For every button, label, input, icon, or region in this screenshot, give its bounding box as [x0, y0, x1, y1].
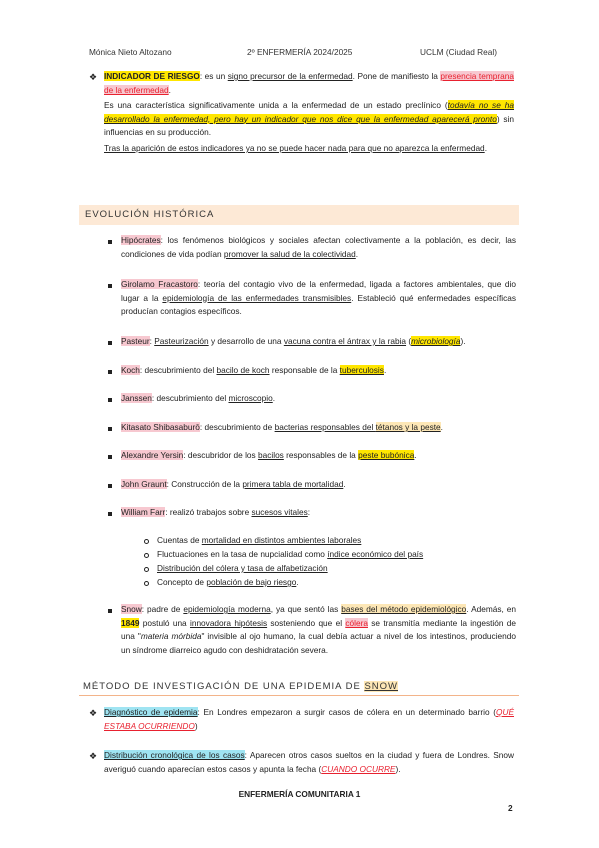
name: Kitasato Shibasaburō: [121, 422, 200, 432]
item-yersin: [121, 449, 516, 463]
farr-sub-item: [157, 534, 517, 548]
circle-bullet-icon: [144, 567, 149, 572]
text: :: [149, 336, 155, 346]
header-course: 2º ENFERMERÍA 2024/2025: [247, 47, 353, 57]
text: SNOW: [364, 681, 398, 692]
square-bullet-icon: [108, 341, 112, 345]
farr-sub-item: [157, 562, 517, 576]
intro-paragraph-2: [104, 99, 514, 140]
text: Diagnóstico de epidemia: [104, 707, 198, 717]
square-bullet-icon: [108, 240, 112, 244]
intro-paragraph-1: [104, 70, 514, 97]
text: cólera: [345, 617, 368, 628]
text: (: [406, 336, 412, 346]
term-indicador-riesgo: INDICADOR DE RIESGO: [104, 71, 200, 81]
text: promover la salud de la colectividad: [223, 248, 356, 259]
presencia-text: presencia temprana de la enfermedad: [104, 71, 514, 95]
name: Hipócrates: [121, 235, 161, 245]
text: Pasteurización: [154, 336, 209, 346]
metodo-diagnostico: [104, 706, 514, 733]
text: : es un: [199, 71, 228, 81]
text: se transmitía mediante la ingestión de una ": [121, 617, 516, 641]
text: : padre de: [141, 604, 184, 614]
text: ) sin influencias en su producción.: [104, 113, 514, 137]
item-pasteur: [121, 335, 516, 349]
text: primera tabla de mortalidad: [242, 479, 344, 489]
text: y desarrollo de una: [208, 336, 284, 346]
text: población de bajo riesgo: [206, 577, 297, 587]
intro-italic-note: todavía no se ha desarrollado la enfermedad, pero hay un indicador que nos dice que la enfermedad aparecerá pronto: [104, 100, 514, 124]
name: Koch: [121, 365, 140, 375]
text: bacilos: [258, 450, 284, 460]
item-fracastoro: [121, 278, 516, 319]
text: Distribución del cólera y tasa de alfabetización: [157, 563, 328, 573]
diamond-bullet-icon: ❖: [89, 708, 98, 718]
metodo-distribucion: [104, 749, 514, 776]
text: : descubrimiento de: [199, 422, 275, 432]
text: materia mórbida: [140, 631, 202, 641]
text: responsables de la: [283, 450, 359, 460]
square-bullet-icon: [108, 427, 112, 431]
item-graunt: [121, 478, 516, 492]
text: : descubrimiento del: [151, 393, 229, 403]
text: ).: [460, 336, 466, 346]
text: QUÉ ESTABA OCURRIENDO: [104, 707, 514, 731]
text: mortalidad en distintos ambientes laborales: [201, 535, 362, 545]
item-snow: [121, 603, 516, 657]
text: Concepto de: [157, 577, 207, 587]
text: bacilo de koch: [216, 365, 270, 375]
text: bacterias responsables del: [274, 422, 376, 432]
header-author: Mónica Nieto Altozano: [89, 47, 172, 57]
name: Snow: [121, 604, 142, 614]
text: . Pone de manifiesto la: [352, 71, 441, 81]
text: : Aparecen otros casos sueltos en la ciudad y fuera de Londres. Snow averiguó cuando aparecían estos casos y apunta la fecha (: [104, 750, 514, 774]
farr-sub-item: [157, 576, 517, 590]
text: .: [383, 365, 387, 375]
text: Cuentas de: [157, 535, 202, 545]
text: MÉTODO DE INVESTIGACIÓN DE UNA EPIDEMIA DE: [83, 681, 365, 692]
text: sosteniendo que el: [267, 617, 346, 628]
square-bullet-icon: [108, 609, 112, 613]
text: : descubrimiento del: [139, 365, 217, 375]
text: : los fenómenos biológicos y sociales afectan colectivamente a la población, es decir, las condiciones de vida podían: [121, 235, 516, 259]
text: . Estableció qué enfermedades específicas producían contagios específicos.: [121, 292, 517, 316]
text: innovadora hipótesis: [189, 617, 268, 628]
text: bases del método epidemiológico: [341, 604, 467, 614]
name: Girolamo Fracastoro: [121, 279, 198, 289]
text: : realizó trabajos sobre: [165, 507, 252, 517]
text: ).: [395, 763, 401, 774]
text: .: [343, 479, 346, 489]
text: , ya que sentó las: [270, 604, 342, 614]
text: .: [440, 422, 443, 432]
square-bullet-icon: [108, 455, 112, 459]
text: .: [296, 577, 299, 587]
text: Distribución cronológica de los casos: [104, 750, 245, 760]
text: .: [466, 604, 469, 614]
circle-bullet-icon: [144, 581, 149, 586]
text: :: [307, 507, 311, 517]
item-farr: [121, 506, 516, 520]
item-janssen: [121, 392, 516, 406]
text: postuló una: [139, 617, 190, 628]
text: Tras la aparición de estos indicadores ya no se puede hacer nada para que no aparezca la enfermedad: [104, 143, 485, 153]
text: Es una característica significativamente unida a la enfermedad de un estado preclínico (: [104, 100, 448, 110]
square-bullet-icon: [108, 370, 112, 374]
text: peste bubónica: [358, 450, 415, 460]
name: John Graunt: [121, 479, 167, 489]
circle-bullet-icon: [144, 539, 149, 544]
intro-paragraph-3: [104, 142, 514, 156]
name: Pasteur: [121, 336, 150, 346]
text: " invisible al ojo humano, la cual debía actuar a nivel de los intestinos, produciendo un síndrome diarreico agudo con deshidratación severa.: [121, 631, 516, 655]
text: .: [355, 248, 359, 259]
farr-sub-item: [157, 548, 517, 562]
text: epidemiología moderna: [183, 604, 271, 614]
text: tuberculosis: [339, 365, 384, 375]
section-title-metodo: [79, 678, 519, 696]
name: Janssen: [121, 393, 152, 403]
text: Además, en: [471, 604, 516, 614]
text: microscopio: [228, 393, 273, 403]
text: responsable de la: [269, 365, 340, 375]
text: .: [272, 393, 276, 403]
text: epidemiología de las enfermedades transmisibles: [162, 292, 352, 303]
text: : Construcción de la: [166, 479, 243, 489]
section-title-evolucion: EVOLUCIÓN HISTÓRICA: [79, 205, 519, 225]
text: 1849: [121, 617, 140, 628]
text: microbiología: [411, 336, 461, 346]
text: índice económico del país: [327, 549, 424, 559]
text: : descubridor de los: [183, 450, 258, 460]
text: sucesos vitales: [251, 507, 308, 517]
footer-title: ENFERMERÍA COMUNITARIA 1: [238, 789, 361, 799]
square-bullet-icon: [108, 484, 112, 488]
square-bullet-icon: [108, 398, 112, 402]
square-bullet-icon: [108, 284, 112, 288]
text: .: [484, 143, 487, 153]
name: Alexandre Yersin: [121, 450, 184, 460]
diamond-bullet-icon: ❖: [89, 751, 98, 761]
diamond-bullet-icon: ❖: [89, 72, 98, 82]
item-kitasato: [121, 421, 516, 435]
page-number: 2: [508, 803, 513, 813]
text: : teoría del contagio vivo de la enfermedad, ligada a factores ambientales, que dio lugar a la: [121, 279, 516, 303]
circle-bullet-icon: [144, 553, 149, 558]
item-koch: [121, 364, 516, 378]
name: William Farr: [121, 507, 166, 517]
text: .: [414, 450, 417, 460]
header-university: UCLM (Ciudad Real): [420, 47, 498, 57]
text: vacuna contra el ántrax y la rabia: [283, 336, 407, 346]
text: .: [168, 84, 171, 95]
precursor-text: signo precursor de la enfermedad: [227, 71, 353, 81]
text: tétanos y la peste: [375, 422, 441, 432]
square-bullet-icon: [108, 512, 112, 516]
text: ): [194, 720, 198, 731]
text: CUANDO OCURRE: [321, 763, 396, 774]
item-hipocrates: [121, 234, 516, 261]
text: : En Londres empezaron a surgir casos de cólera en un determinado barrio (: [197, 707, 497, 717]
text: Fluctuaciones en la tasa de nupcialidad como: [157, 549, 328, 559]
